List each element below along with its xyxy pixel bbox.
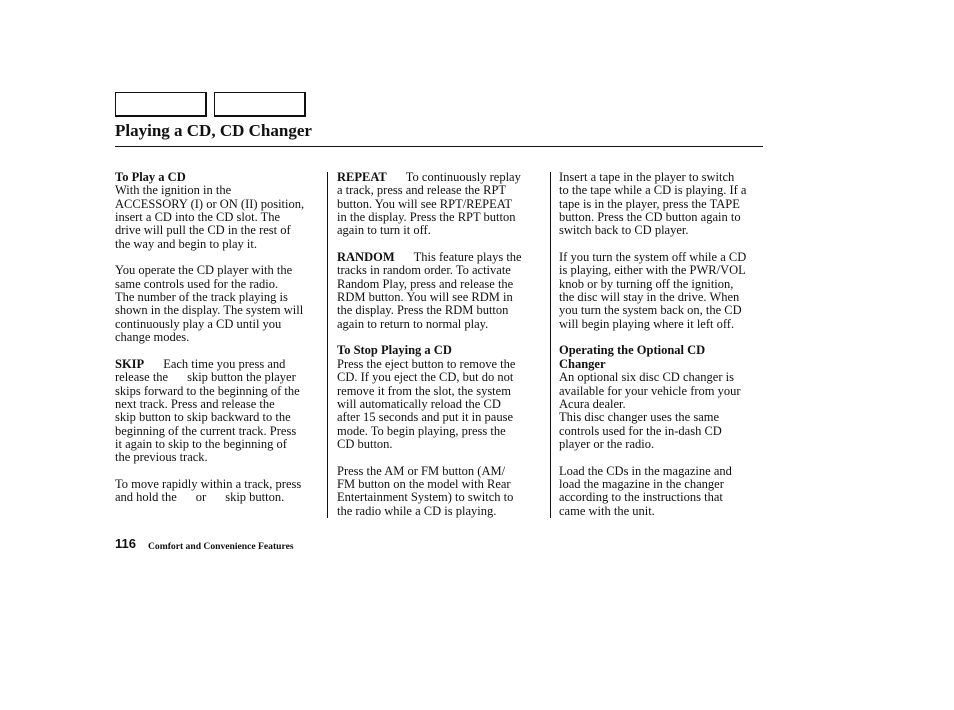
random-label: RANDOM (337, 250, 395, 265)
text-line: ACCESSORY (I) or ON (II) position, (115, 196, 305, 211)
text-line: The number of the track playing is (115, 290, 288, 305)
blank-symbol-gap (144, 367, 163, 368)
column-1 (115, 171, 304, 505)
blank-symbol-gap (387, 180, 406, 181)
text-line: again to turn it off. (337, 223, 431, 238)
skip-paragraph-second-line (115, 371, 304, 384)
text-line: next track. Press and release the (115, 396, 275, 411)
text-line: came with the unit. (559, 503, 655, 518)
text-line: again to return to normal play. (337, 316, 489, 331)
paragraph-spacer (559, 451, 746, 464)
text-segment: Each time you press and (163, 356, 286, 371)
text-line: controls used for the in-dash CD (559, 423, 722, 438)
text-line: the display. Press the RDM button (337, 303, 509, 318)
heading-optional-cd-changer: Changer (559, 356, 606, 371)
paragraph-spacer (559, 238, 746, 251)
text-line: CD button. (337, 436, 393, 451)
heading-optional-cd-changer: Operating the Optional CD (559, 343, 706, 358)
header-tab-box-1 (115, 92, 207, 117)
text-line: after 15 seconds and put it in pause (337, 410, 513, 425)
text-line: mode. To begin playing, press the (337, 423, 506, 438)
heading-to-stop-playing-a-cd: To Stop Playing a CD (337, 343, 452, 358)
text-line: CD. If you eject the CD, but do not (337, 370, 514, 385)
text-line: Press the AM or FM button (AM/ (337, 463, 506, 478)
paragraph-spacer (115, 251, 304, 264)
text-line: tracks in random order. To activate (337, 263, 511, 278)
column-2 (337, 171, 522, 518)
page-title: Playing a CD, CD Changer (115, 121, 312, 140)
text-line: you turn the system back on, the CD (559, 303, 742, 318)
text-line: continuously play a CD until you (115, 316, 282, 331)
text-segment: skip button the player (187, 370, 296, 385)
text-line: the disc will stay in the drive. When (559, 290, 740, 305)
text-line: will automatically reload the CD (337, 396, 501, 411)
text-line: FM button on the model with Rear (337, 476, 511, 491)
text-line: skip button to skip backward to the (115, 410, 291, 425)
text-line: An optional six disc CD changer is (559, 370, 734, 385)
text-line: Insert a tape in the player to switch (559, 170, 735, 184)
text-line: insert a CD into the CD slot. The (115, 210, 281, 225)
blank-symbol-gap (177, 500, 196, 501)
page-number: 116 (115, 536, 136, 551)
text-line: it again to skip to the beginning of (115, 436, 287, 451)
text-line: the previous track. (115, 450, 208, 465)
text-line: the way and begin to play it. (115, 236, 257, 251)
text-line: button. You will see RPT/REPEAT (337, 196, 513, 211)
text-line: remove it from the slot, the system (337, 383, 511, 398)
text-line: same controls used for the radio. (115, 276, 279, 291)
text-line: tape is in the player, press the TAPE (559, 196, 740, 211)
text-line: to the tape while a CD is playing. If a (559, 183, 747, 198)
text-line: Entertainment System) to switch to (337, 490, 514, 505)
paragraph-spacer (337, 238, 522, 251)
skip-label: SKIP (115, 356, 145, 371)
text-segment: This feature plays the (413, 250, 522, 265)
paragraph-spacer (337, 451, 522, 464)
repeat-paragraph-first-line (337, 171, 522, 184)
paragraph-spacer (559, 331, 746, 344)
skip-paragraph-first-line (115, 358, 304, 371)
text-line: This disc changer uses the same (559, 410, 720, 425)
text-segment: or (195, 490, 207, 505)
fast-move-second-line (115, 491, 304, 504)
text-segment: To continuously replay (405, 170, 521, 184)
text-line: is playing, either with the PWR/VOL (559, 263, 746, 278)
text-line: switch back to CD player. (559, 223, 689, 238)
text-line: Acura dealer. (559, 396, 626, 411)
text-line: Random Play, press and release the (337, 276, 514, 291)
title-divider (115, 146, 763, 147)
text-line: button. Press the CD button again to (559, 210, 741, 225)
header-tab-box-2 (214, 92, 306, 117)
text-line: beginning of the current track. Press (115, 423, 297, 438)
text-segment: release the (115, 370, 169, 385)
text-line: the radio while a CD is playing. (337, 503, 497, 518)
text-line: Load the CDs in the magazine and (559, 463, 732, 478)
text-line: RDM button. You will see RDM in (337, 290, 513, 305)
text-line: change modes. (115, 330, 190, 345)
text-line: will begin playing where it left off. (559, 316, 735, 331)
text-line: To move rapidly within a track, press (115, 476, 302, 491)
column-divider-1 (327, 172, 328, 518)
column-divider-2 (550, 172, 551, 518)
paragraph-spacer (115, 344, 304, 357)
text-line: Press the eject button to remove the (337, 356, 516, 371)
text-line: If you turn the system off while a CD (559, 250, 747, 265)
blank-symbol-gap (206, 500, 225, 501)
paragraph-spacer (115, 465, 304, 478)
paragraph-spacer (337, 331, 522, 344)
text-line: a track, press and release the RPT (337, 183, 507, 198)
text-line: skips forward to the beginning of the (115, 383, 300, 398)
text-line: player or the radio. (559, 436, 655, 451)
random-paragraph-first-line (337, 251, 522, 264)
text-line: load the magazine in the changer (559, 476, 724, 491)
text-line: available for your vehicle from your (559, 383, 741, 398)
text-line: With the ignition in the (115, 183, 232, 198)
text-line: shown in the display. The system will (115, 303, 304, 318)
column-3 (559, 171, 746, 518)
blank-symbol-gap (395, 260, 414, 261)
footer-section-name: Comfort and Convenience Features (148, 541, 294, 552)
text-segment: skip button. (225, 490, 285, 505)
blank-symbol-gap (168, 380, 187, 381)
text-line: knob or by turning off the ignition, (559, 276, 734, 291)
text-line: You operate the CD player with the (115, 263, 293, 278)
text-segment: and hold the (115, 490, 177, 505)
repeat-label: REPEAT (337, 170, 387, 184)
text-line: drive will pull the CD in the rest of (115, 223, 291, 238)
heading-to-play-a-cd: To Play a CD (115, 170, 186, 184)
text-line: according to the instructions that (559, 490, 723, 505)
text-line: in the display. Press the RPT button (337, 210, 516, 225)
